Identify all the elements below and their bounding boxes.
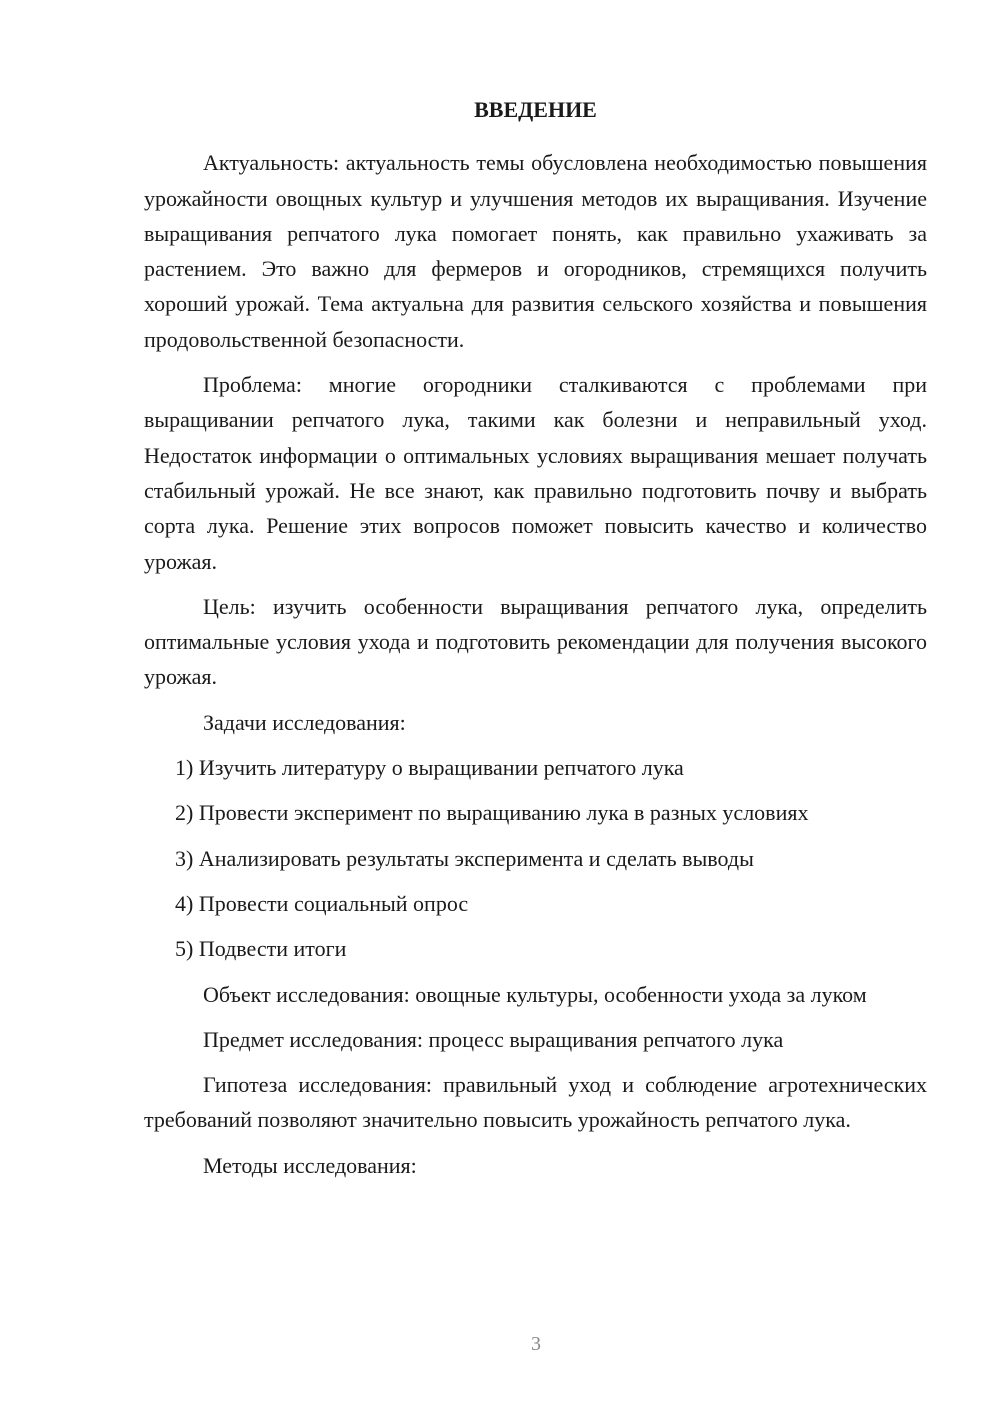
goal-paragraph: Цель: изучить особенности выращивания репчатого лука, определить оптимальные условия ухода и подготовить рекомендации для получения высокого урожая. xyxy=(144,593,927,690)
task-item-2: 2) Провести эксперимент по выращиванию лука в разных условиях xyxy=(175,800,809,826)
object-paragraph: Объект исследования: овощные культуры, особенности ухода за луком xyxy=(203,981,867,1007)
hypothesis-paragraph: Гипотеза исследования: правильный уход и соблюдение агротехнических требований позволяют значительно повысить урожайность репчатого лука. xyxy=(144,1072,927,1133)
tasks-heading: Задачи исследования: xyxy=(203,709,406,735)
task-item-1: 1) Изучить литературу о выращивании репчатого лука xyxy=(175,755,684,781)
methods-heading: Методы исследования: xyxy=(203,1152,417,1178)
problem-paragraph: Проблема: многие огородники сталкиваются с проблемами при выращивании репчатого лука, такими как болезни и неправильный уход. Недостаток информации о оптимальных условиях выращивания мешает получать стабильный урожай. Не все знают, как правильно подготовить почву и выбрать сорта лука. Решение этих вопросов поможет повысить качество и количество урожая. xyxy=(144,372,927,574)
page-content xyxy=(144,92,927,1193)
task-item-4: 4) Провести социальный опрос xyxy=(175,890,469,916)
task-item-5: 5) Подвести итоги xyxy=(175,936,347,962)
page-number: 3 xyxy=(531,1333,541,1355)
task-item-3: 3) Анализировать результаты эксперимента и сделать выводы xyxy=(175,845,754,871)
tasks-list xyxy=(144,750,927,966)
relevance-paragraph: Актуальность: актуальность темы обусловлена необходимостью повышения урожайности овощных культур и улучшения методов их выращивания. Изучение выращивания репчатого лука помогает понять, как правильно ухаживать за растением. Это важно для фермеров и огородников, стремящихся получить хороший урожай. Тема актуальна для развития сельского хозяйства и повышения продовольственной безопасности. xyxy=(144,150,927,352)
subject-paragraph: Предмет исследования: процесс выращивания репчатого лука xyxy=(203,1026,784,1052)
section-title: ВВЕДЕНИЕ xyxy=(474,97,597,122)
